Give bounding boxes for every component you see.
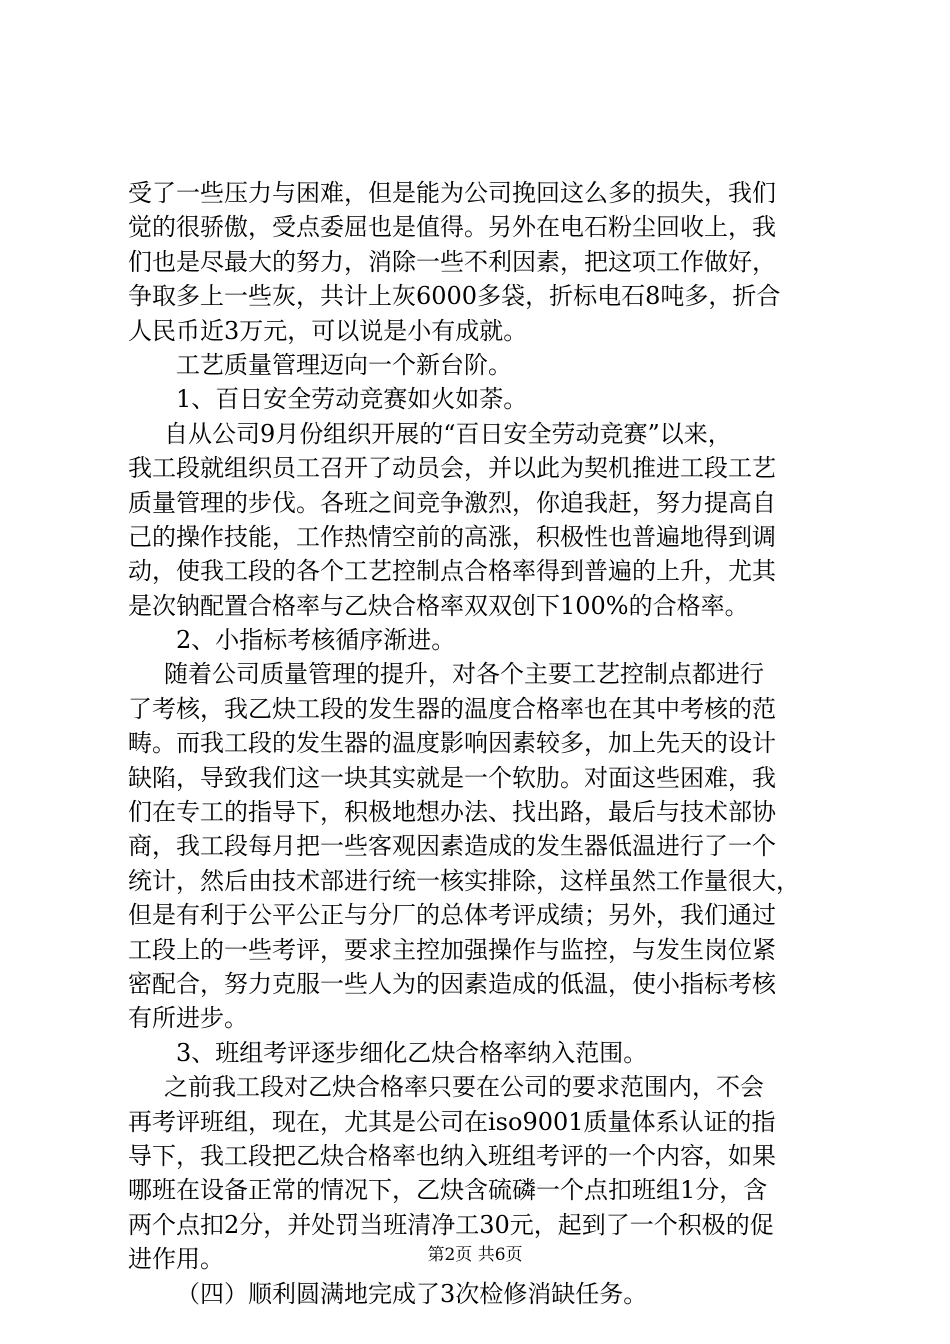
text-line: 统计，然后由技术部进行统一核实排除，这样虽然工作量很大， (128, 866, 800, 895)
text-line: 了考核，我乙炔工段的发生器的温度合格率也在其中考核的范 (128, 694, 776, 723)
text-line: 动，使我工段的各个工艺控制点合格率得到普遍的上升，尤其 (128, 557, 776, 586)
subsection-heading: 3、班组考评逐步细化乙炔合格率纳入范围。 (176, 1038, 648, 1067)
text-line: 进作用。 (128, 1245, 224, 1274)
text-line: 们在专工的指导下，积极地想办法、找出路，最后与技术部协 (128, 798, 776, 827)
text-line: 再考评班组，现在，尤其是公司在iso9001质量体系认证的指 (128, 1107, 776, 1136)
page-footer (0, 1244, 950, 1266)
text-line: 们也是尽最大的努力，消除一些不利因素，把这项工作做好， (128, 247, 776, 276)
text-line: 觉的很骄傲，受点委屈也是值得。另外在电石粉尘回收上，我 (128, 213, 776, 242)
text-line: 人民币近3万元，可以说是小有成就。 (128, 316, 528, 345)
paragraph-start: 之前我工段对乙炔合格率只要在公司的要求范围内，不会 (164, 1073, 764, 1102)
text-line: 畴。而我工段的发生器的温度影响因素较多，加上先天的设计 (128, 729, 776, 758)
text-line: 哪班在设备正常的情况下，乙炔含硫磷一个点扣班组1分，含 (128, 1176, 768, 1205)
subsection-heading: 1、百日安全劳动竞赛如火如荼。 (176, 385, 528, 414)
text-line: 缺陷，导致我们这一块其实就是一个软肋。对面这些困难，我 (128, 763, 776, 792)
text-line: 己的操作技能，工作热情空前的高涨，积极性也普遍地得到调 (128, 522, 776, 551)
text-line: 商，我工段每月把一些客观因素造成的发生器低温进行了一个 (128, 832, 776, 861)
paragraph-start: 随着公司质量管理的提升，对各个主要工艺控制点都进行 (164, 660, 764, 689)
text-line: 是次钠配置合格率与乙炔合格率双双创下100%的合格率。 (128, 591, 749, 620)
subsection-heading: 2、小指标考核循序渐进。 (176, 626, 456, 655)
text-line: 但是有利于公平公正与分厂的总体考评成绩；另外，我们通过 (128, 901, 776, 930)
section-heading: 工艺质量管理迈向一个新台阶。 (176, 350, 512, 379)
text-line: 受了一些压力与困难，但是能为公司挽回这么多的损失，我们 (128, 179, 776, 207)
text-line: 有所进步。 (128, 1004, 248, 1033)
section-heading: （四）顺利圆满地完成了3次检修消缺任务。 (176, 1279, 648, 1308)
text-line: 两个点扣2分，并处罚当班清净工30元，起到了一个积极的促 (128, 1210, 774, 1239)
page-number: 第2页 共6页 (427, 1245, 523, 1265)
text-line: 导下，我工段把乙炔合格率也纳入班组考评的一个内容，如果 (128, 1141, 776, 1170)
text-line: 质量管理的步伐。各班之间竞争激烈，你追我赶，努力提高自 (128, 488, 776, 517)
text-line: 我工段就组织员工召开了动员会，并以此为契机推进工段工艺 (128, 454, 776, 483)
paragraph-start: 自从公司9月份组织开展的“百日安全劳动竞赛”以来， (164, 419, 732, 448)
text-line: 密配合，努力克服一些人为的因素造成的低温，使小指标考核 (128, 969, 776, 998)
text-line: 工段上的一些考评，要求主控加强操作与监控，与发生岗位紧 (128, 935, 776, 964)
body-text (128, 176, 838, 1311)
text-line: 争取多上一些灰，共计上灰6000多袋，折标电石8吨多，折合 (128, 282, 781, 311)
